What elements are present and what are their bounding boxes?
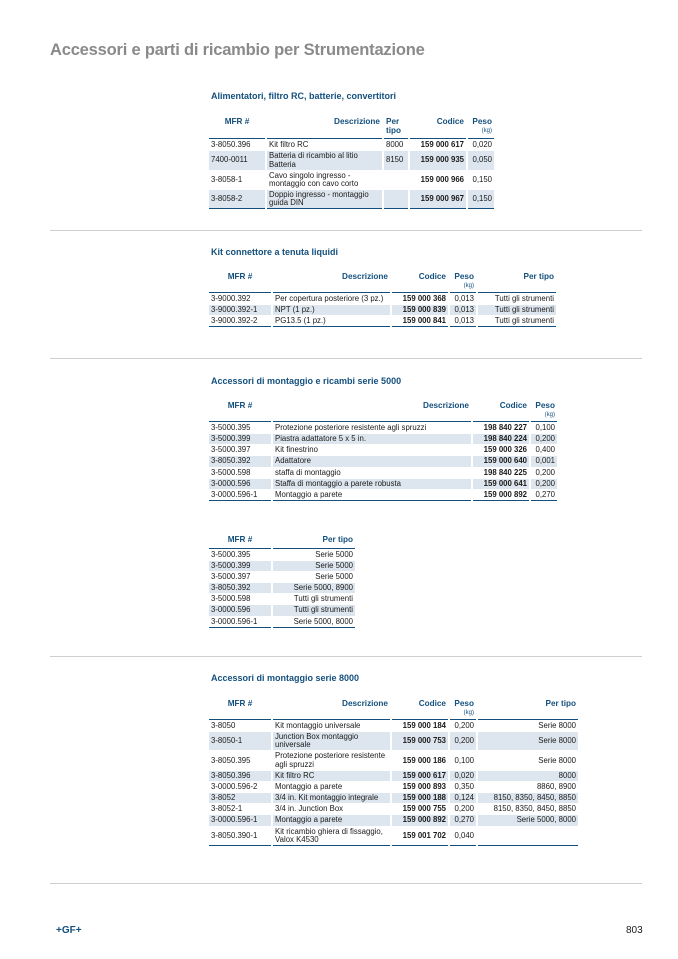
cell-peso: 0,200 [531,434,557,444]
cell-peso: 0,040 [450,827,476,846]
cell-tipo: 8150, 8350, 8450, 8850 [493,804,576,814]
table-row [209,793,578,803]
cell-peso: 0,013 [450,316,476,327]
col-header-mfr: MFR # [209,118,265,139]
cell-tipo: 8000 [386,140,404,150]
cell-mfr: 3-5000.395 [211,549,251,559]
cell-peso: 0,350 [454,781,474,791]
cell-mfr: 3-0000.596 [209,605,271,615]
cell-codice: 159 000 326 [483,445,527,455]
col-header-desc: Descrizione [267,118,382,139]
cell-mfr: 3-8050.392 [209,583,271,593]
table-row [209,434,557,444]
cell-codice: 198 840 224 [473,434,529,444]
cell-codice: 159 000 753 [392,732,448,750]
cell-codice: 159 000 640 [473,456,529,466]
table-row [209,316,556,327]
section-title: Accessori di montaggio serie 8000 [211,673,360,683]
cell-peso: 0,001 [531,456,557,466]
cell-tipo: Serie 5000 [315,571,353,581]
cell-codice: 159 001 702 [392,827,448,846]
power-supply-table [207,117,496,210]
cell-tipo: 8150 [384,151,408,169]
cell-codice: 159 000 935 [410,151,466,169]
cell-tipo: Tutti gli strumenti [273,605,355,615]
cell-peso: 0,020 [472,140,492,150]
col-header-desc: Descrizione [273,273,390,293]
cell-codice: 159 000 755 [402,804,446,814]
cell-mfr: 3-0000.596 [209,479,271,489]
divider [50,230,642,231]
cell-codice: 198 840 225 [483,467,527,477]
table-row [209,190,494,209]
cell-desc: Protezione posteriore resistente agli spruzzi [275,422,427,432]
cell-peso: 0,150 [472,174,492,184]
cell-desc: Staffa di montaggio a parete robusta [273,479,471,489]
cell-desc: Kit montaggio universale [275,720,361,730]
cell-peso: 0,200 [454,720,474,730]
cell-codice: 198 840 227 [483,422,527,432]
cell-codice: 159 000 839 [392,305,448,315]
table-row [209,605,355,615]
cell-mfr: 3-5000.598 [211,594,251,604]
cell-peso: 0,200 [450,732,476,750]
cell-peso: 0,200 [535,467,555,477]
table-row [209,594,355,604]
cell-mfr: 3-9000.392-1 [209,305,271,315]
cell-mfr: 3-8058-2 [209,190,265,209]
table-row [209,456,557,466]
section-title: Accessori di montaggio e ricambi serie 5000 [211,376,402,386]
page-title: Accessori e parti di ricambio per Strumentazione [50,41,425,59]
cell-mfr: 3-5000.399 [209,561,271,571]
cell-tipo [384,190,408,209]
table-row [209,561,355,571]
mounting-8000-table [207,699,580,847]
cell-codice: 159 000 368 [402,293,446,303]
cell-mfr: 3-5000.397 [211,445,251,455]
col-header-peso: Peso (kg) [468,118,494,139]
mounting-5000-type-table [207,535,357,629]
col-header-codice: Codice [392,273,448,293]
cell-peso: 0,124 [450,793,476,803]
cell-mfr: 3-8050.396 [209,771,271,781]
cell-tipo: 8150, 8350, 8450, 8850 [478,793,578,803]
cell-peso: 0,270 [531,490,557,501]
page-number: 803 [626,925,643,936]
table-row [209,445,557,455]
cell-desc: staffa di montaggio [275,467,341,477]
cell-peso: 0,100 [454,755,474,765]
cell-desc: Adattatore [273,456,471,466]
cell-tipo: Tutti gli strumenti [478,305,556,315]
cell-mfr: 3-9000.392-2 [209,316,271,327]
cell-peso: 0,200 [454,804,474,814]
col-header-mfr: MFR # [209,402,271,422]
connector-kit-table [207,272,558,328]
cell-tipo [478,827,578,846]
cell-mfr: 3-0000.596-1 [209,815,271,825]
divider [50,883,642,884]
cell-tipo: Serie 8000 [538,720,576,730]
table-row [209,305,556,315]
cell-mfr: 3-8050.396 [211,140,251,150]
cell-peso: 0,200 [531,479,557,489]
table-row [209,827,578,846]
table-row [209,751,578,769]
col-header-codice: Codice [392,700,448,720]
cell-desc: PG13.5 (1 pz.) [273,316,390,327]
mounting-5000-table [207,401,559,502]
divider [50,656,642,657]
cell-codice: 159 000 184 [402,720,446,730]
table-row [209,490,557,501]
cell-codice: 159 000 892 [473,490,529,501]
cell-desc: 3/4 in. Junction Box [275,804,344,814]
cell-peso: 0,020 [450,771,476,781]
cell-mfr: 3-0000.596-2 [211,781,258,791]
cell-codice: 159 000 617 [392,771,448,781]
cell-peso: 0,013 [450,305,476,315]
cell-desc: Doppio ingresso - montaggio guida DIN [267,190,382,209]
cell-peso: 0,150 [468,190,494,209]
table-row [209,151,494,169]
cell-tipo: Serie 5000 [273,561,355,571]
table-row [209,815,578,825]
cell-mfr: 3-8050 [211,720,236,730]
cell-tipo: 8000 [478,771,578,781]
cell-desc: Cavo singolo ingresso - montaggio con cavo corto [269,170,359,188]
gf-logo: +GF+ [56,925,82,936]
cell-desc: Piastra adattatore 5 x 5 in. [273,434,471,444]
cell-peso: 0,013 [454,293,474,303]
table-row [209,732,578,750]
cell-desc: Batteria di ricambio al litio Batteria [267,151,382,169]
divider [50,358,642,359]
cell-desc: Kit finestrino [275,445,318,455]
cell-desc: Montaggio a parete [275,781,343,791]
cell-desc: Kit filtro RC [269,140,309,150]
cell-tipo: Serie 5000, 8900 [273,583,355,593]
cell-desc: 3/4 in. Kit montaggio integrale [273,793,390,803]
cell-mfr: 3-8052-1 [211,804,243,814]
cell-mfr: 3-8052 [209,793,271,803]
col-header-codice: Codice [410,118,466,139]
cell-mfr: 3-8050-1 [209,732,271,750]
cell-tipo: 8860, 8900 [536,781,576,791]
table-row [209,468,557,478]
cell-codice: 159 000 893 [402,781,446,791]
cell-mfr: 3-0000.596-1 [209,617,271,628]
col-header-mfr: MFR # [209,273,271,293]
table-row [209,423,557,433]
cell-desc: NPT (1 pz.) [273,305,390,315]
cell-tipo: Serie 5000, 8000 [478,815,578,825]
table-row [209,171,494,189]
col-header-per-tipo: Per tipo [478,700,578,720]
cell-mfr: 7400-0011 [209,151,265,169]
cell-codice: 159 000 966 [420,174,464,184]
cell-desc: Per copertura posteriore (3 pz.) [275,293,384,303]
table-row [209,140,494,150]
cell-mfr: 3-5000.598 [211,467,251,477]
cell-peso: 0,100 [535,422,555,432]
section-title: Kit connettore a tenuta liquidi [211,247,339,257]
cell-peso: 0,270 [450,815,476,825]
col-header-mfr: MFR # [209,700,271,720]
cell-mfr: 3-0000.596-1 [209,490,271,501]
table-row [209,782,578,792]
cell-codice: 159 000 841 [392,316,448,327]
cell-codice: 159 000 188 [392,793,448,803]
cell-peso: 0,400 [535,445,555,455]
cell-tipo: Serie 8000 [478,732,578,750]
cell-mfr: 3-8050.390-1 [209,827,271,846]
cell-tipo: Tutti gli strumenti [494,293,554,303]
cell-desc: Kit ricambio ghiera di fissaggio, Valox K4530 [273,827,390,846]
cell-tipo: Serie 5000 [315,549,353,559]
cell-tipo [384,171,408,189]
cell-peso: 0,050 [468,151,494,169]
col-header-peso: Peso (kg) [531,402,557,422]
table-row [209,771,578,781]
section-title: Alimentatori, filtro RC, batterie, convertitori [211,91,397,101]
table-row [209,479,557,489]
cell-mfr: 3-8058-1 [211,174,243,184]
col-header-desc: Descrizione [273,700,390,720]
cell-tipo: Tutti gli strumenti [293,594,353,604]
table-row [209,583,355,593]
cell-codice: 159 000 892 [392,815,448,825]
table-row [209,721,578,731]
table-row [209,294,556,304]
col-header-codice: Codice [473,402,529,422]
table-row [209,550,355,560]
cell-codice: 159 000 641 [473,479,529,489]
cell-codice: 159 000 967 [410,190,466,209]
col-header-per-tipo: Per tipo [384,118,408,139]
cell-desc: Montaggio a parete [273,815,390,825]
col-header-per-tipo: Per tipo [478,273,556,293]
cell-mfr: 3-5000.395 [211,422,251,432]
col-header-per-tipo: Per tipo [273,536,355,549]
cell-codice: 159 000 186 [402,755,446,765]
cell-desc: Montaggio a parete [273,490,471,501]
cell-desc: Junction Box montaggio universale [273,732,390,750]
col-header-peso: Peso (kg) [450,700,476,720]
table-row [209,804,578,814]
table-row [209,572,355,582]
table-row [209,617,355,628]
col-header-desc: Descrizione [273,402,471,422]
cell-codice: 159 000 617 [420,140,464,150]
cell-mfr: 3-5000.399 [209,434,271,444]
cell-mfr: 3-8050.395 [211,755,251,765]
cell-tipo: Serie 5000, 8000 [273,617,355,628]
cell-desc: Kit filtro RC [273,771,390,781]
cell-mfr: 3-9000.392 [211,293,251,303]
cell-mfr: 3-8050.392 [209,456,271,466]
col-header-peso: Peso (kg) [450,273,476,293]
col-header-mfr: MFR # [209,536,271,549]
cell-tipo: Tutti gli strumenti [478,316,556,327]
cell-tipo: Serie 8000 [538,755,576,765]
cell-mfr: 3-5000.397 [211,571,251,581]
cell-desc: Protezione posteriore resistente agli spruzzi [275,751,386,769]
